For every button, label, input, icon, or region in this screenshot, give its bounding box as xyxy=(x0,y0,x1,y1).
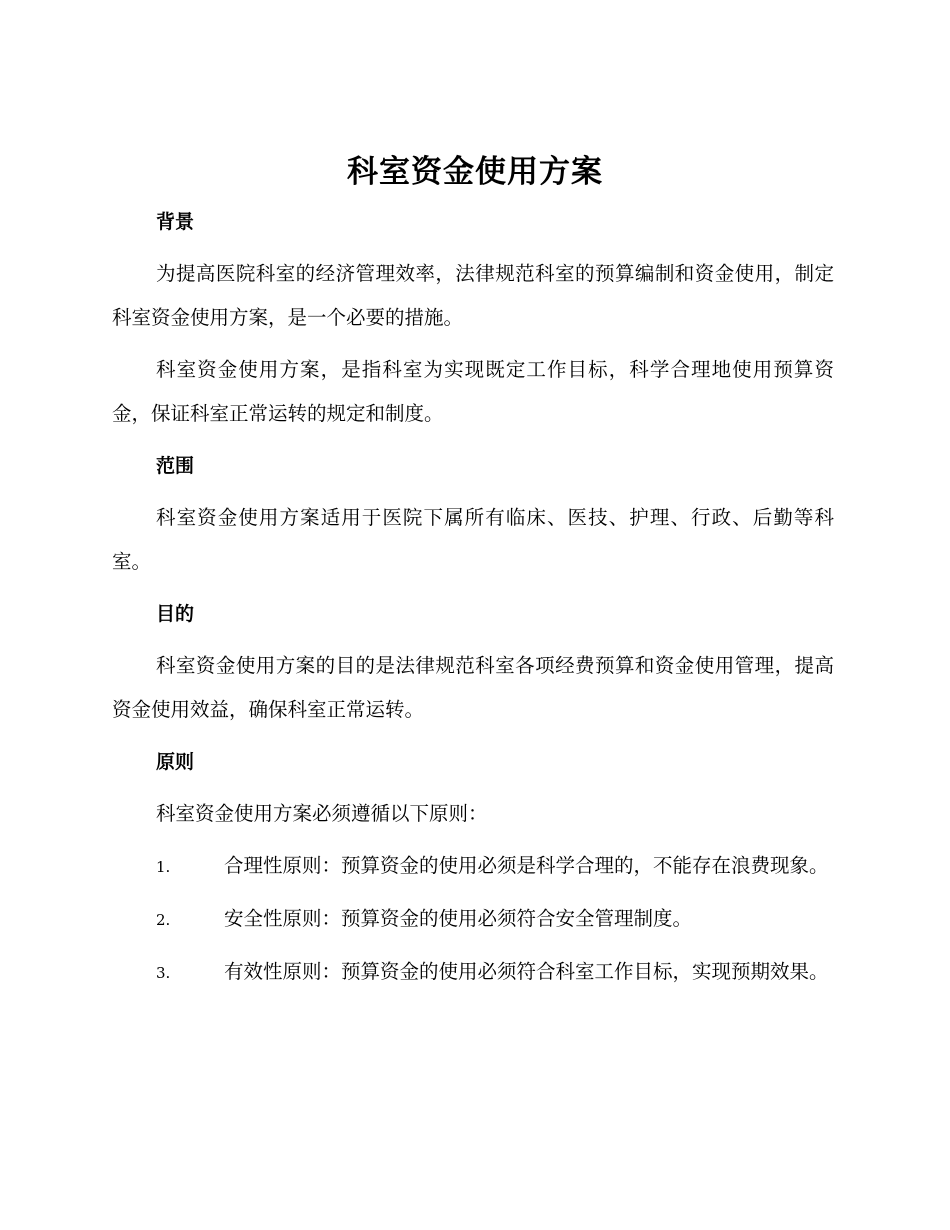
section-scope xyxy=(112,444,834,584)
paragraph: 科室资金使用方案，是指科室为实现既定工作目标，科学合理地使用预算资金，保证科室正常运转的规定和制度。 xyxy=(112,358,834,425)
paragraph: 科室资金使用方案的目的是法律规范科室各项经费预算和资金使用管理，提高资金使用效益，确保科室正常运转。 xyxy=(112,654,834,721)
paragraph: 科室资金使用方案必须遵循以下原则： xyxy=(156,802,488,825)
section-principles xyxy=(112,740,834,995)
document-body xyxy=(112,200,834,995)
section-heading: 范围 xyxy=(156,455,195,477)
document-title: 科室资金使用方案 xyxy=(347,154,603,190)
paragraph: 为提高医院科室的经济管理效率，法律规范科室的预算编制和资金使用，制定科室资金使用方案，是一个必要的措施。 xyxy=(112,262,834,329)
section-heading: 目的 xyxy=(156,603,195,625)
section-background xyxy=(112,200,834,436)
section-heading: 原则 xyxy=(156,751,195,773)
section-purpose xyxy=(112,592,834,732)
list-item-text: 有效性原则：预算资金的使用必须符合科室工作目标，实现预期效果。 xyxy=(224,960,829,983)
list-item xyxy=(112,897,834,942)
list-item-number: 2. xyxy=(156,911,171,929)
list-item xyxy=(112,844,834,889)
list-item-text: 安全性原则：预算资金的使用必须符合安全管理制度。 xyxy=(224,907,693,930)
list-item-number: 3. xyxy=(156,964,171,982)
paragraph: 科室资金使用方案适用于医院下属所有临床、医技、护理、行政、后勤等科室。 xyxy=(112,506,834,573)
list-item xyxy=(112,950,834,995)
section-heading: 背景 xyxy=(156,211,195,233)
list-item-number: 1. xyxy=(156,858,171,876)
list-item-text: 合理性原则：预算资金的使用必须是科学合理的，不能存在浪费现象。 xyxy=(224,854,829,877)
